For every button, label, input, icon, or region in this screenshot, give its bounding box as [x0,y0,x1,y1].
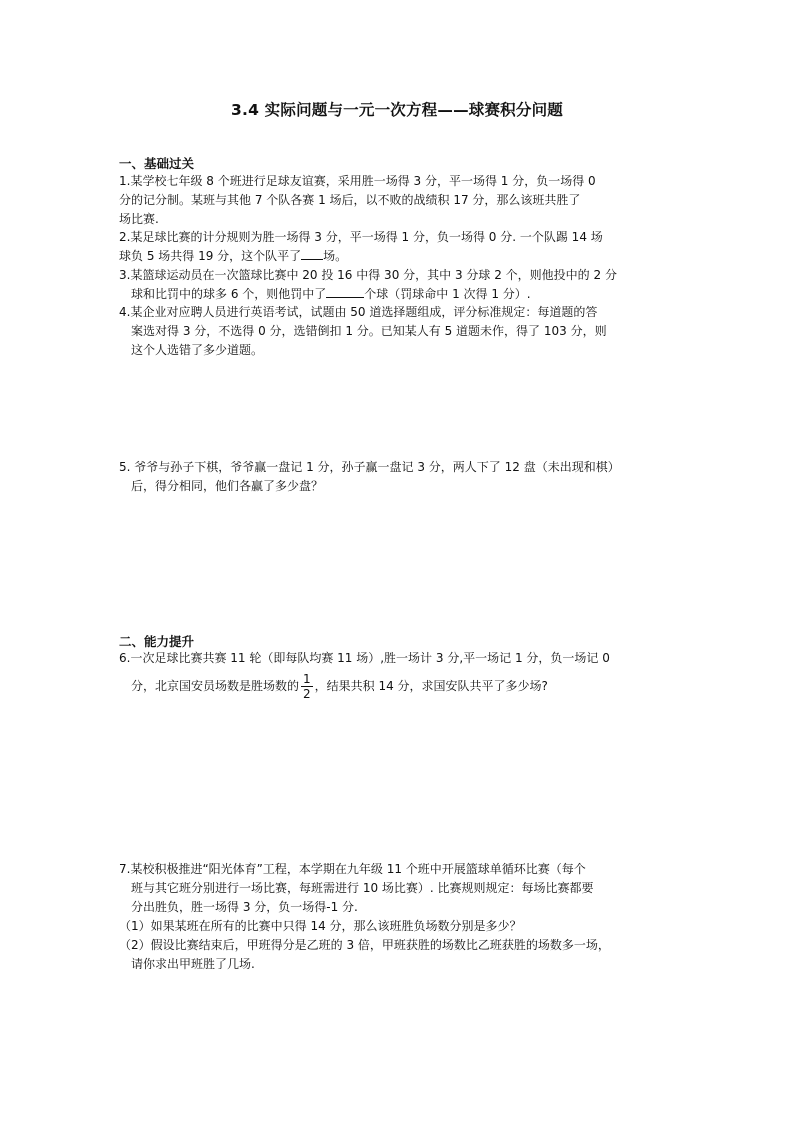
question-4 [119,303,689,360]
question-4-line-2: 案选对得 3 分，不选得 0 分，选错倒扣 1 分。已知某人有 5 道题未作，得了 103 分，则 [131,324,607,338]
section-heading-advanced: 二、能力提升 [119,634,195,649]
question-7-line-1: 7.某校积极推进“阳光体育”工程，本学期在九年级 11 个班中开展篮球单循环比赛（每个 [119,862,586,876]
question-6-text-a: 分，北京国安员场数是胜场数的 [131,679,300,693]
question-1 [119,172,689,229]
question-7-line-2: 班与其它班分别进行一场比赛，每班需进行 10 场比赛）. 比赛规则规定：每场比赛都要 [131,881,594,895]
question-2 [119,228,689,266]
section-heading-basic: 一、基础过关 [119,156,195,171]
answer-blank [301,247,323,260]
question-7-sub-2-line-1: （2）假设比赛结束后，甲班得分是乙班的 3 倍，甲班获胜的场数比乙班获胜的场数多一场， [119,938,610,952]
answer-blank [326,285,364,298]
question-2-text-a: 球负 5 场共得 19 分，这个队平了 [119,249,302,263]
question-7-sub-1: （1）如果某班在所有的比赛中只得 14 分，那么该班胜负场数分别是多少？ [119,919,522,933]
question-3-line-2 [119,285,689,304]
fraction-denominator: 2 [303,687,311,701]
question-1-line-3: 场比赛. [119,212,159,226]
question-5 [119,458,689,496]
question-7-sub-2-line-2: 请你求出甲班胜了几场. [131,957,255,971]
question-4-line-3: 这个人选错了多少道题。 [131,343,264,357]
question-2-line-2 [119,247,689,266]
question-6 [119,649,689,701]
question-6-line-1: 6.一次足球比赛共赛 11 轮（即每队均赛 11 场）,胜一场计 3 分,平一场记 1 分，负一场记 0 [119,651,610,665]
question-2-line-1: 2.某足球比赛的计分规则为胜一场得 3 分，平一场得 1 分，负一场得 0 分. 一个队踢 14 场 [119,230,603,244]
question-3-text-a: 球和比罚中的球多 6 个，则他罚中了 [131,287,327,301]
fraction-one-half [301,672,313,701]
question-2-text-b: 场。 [323,249,348,263]
question-3-text-b: 个球（罚球命中 1 次得 1 分）. [364,287,531,301]
fraction-numerator: 1 [303,672,311,686]
question-7 [119,860,689,974]
question-3 [119,266,689,304]
question-3-line-1: 3.某篮球运动员在一次篮球比赛中 20 投 16 中得 30 分，其中 3 分球 2 个，则他投中的 2 分 [119,268,617,282]
question-1-line-1: 1.某学校七年级 8 个班进行足球友谊赛，采用胜一场得 3 分，平一场得 1 分，负一场得 0 [119,174,596,188]
question-4-line-1: 4.某企业对应聘人员进行英语考试，试题由 50 道选择题组成，评分标准规定：每道题的答 [119,305,598,319]
question-7-line-3: 分出胜负，胜一场得 3 分，负一场得-1 分. [131,900,358,914]
question-6-line-2 [119,672,689,701]
question-5-line-2: 后，得分相同，他们各赢了多少盘？ [131,479,324,493]
page-title: 3.4 实际问题与一元一次方程——球赛积分问题 [231,101,563,119]
question-6-text-b: ，结果共积 14 分，求国安队共平了多少场? [314,679,548,693]
question-1-line-2: 分的记分制。某班与其他 7 个队各赛 1 场后，以不败的战绩积 17 分，那么该班共胜了 [119,193,581,207]
question-5-line-1: 5. 爷爷与孙子下棋，爷爷赢一盘记 1 分，孙子赢一盘记 3 分，两人下了 12 盘（未出现和棋） [119,460,620,474]
